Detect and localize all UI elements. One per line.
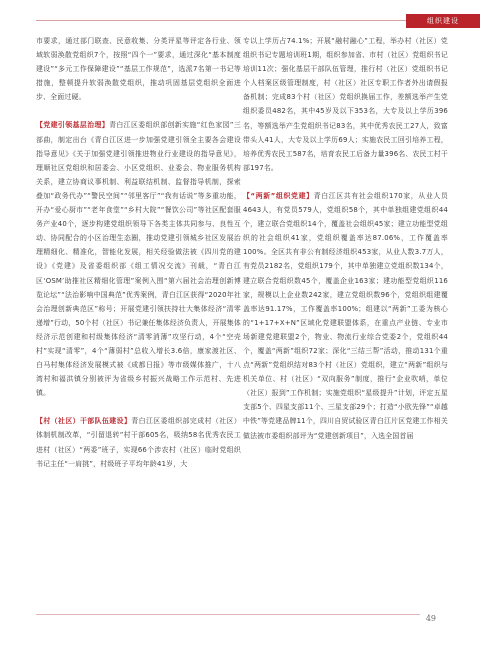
section-body: 青白江区共有社会组织170家，从业人员4643人，有党员579人，党组织58个，其中单独组建党组织44个，建立联合党组织14个，覆盖社会组织45家；建立功能型党组织的社会组织41家，党组织覆盖率达87.06%，工作覆盖率100%。全区共有非公有制经济组织453家，从业人数3.7万人，有党员2182名，党组织179个，其中单独建立党组织数134个，建立联合党组织数45个，覆盖企业163家；建功能型党组织116家，规模以上企业数242家，建立党组织数96个，党组织组建覆盖率达91.17%，工作覆盖率100%；组建以“两新”工委为核心的“1+17+X+N”区域化党建联盟体系，在重点产业链、专业市场新建党建联盟2个，物业、物流行业综合党委2个，党组织44个，覆盖“两新”组织72家；深化“三结三帮”活动，推动131个重点“两新”党组织结对83个村（社区）党组织，建立“两新”组织与机关单位、村（社区）“双向服务”制度，推行“企业吹哨，单位（社区）报到”工作机制；实施党组织“星级提升”计划，评定五星支部5个、四星支部11个、三星支部29个；打造“小欧先锋”“卓越中铁”等党建品牌11个，四川自贸试验区青白江片区党建工作相关做法被市委组织部评为“党建创新项目”，入选全国首届 — [243, 191, 449, 440]
left-intro-paragraph: 市要求，通过部门联查、民意收集、分类评星等评定各行业、领域软弱涣散党组织7个，按照“四个一”要求，通过深化“基本制度建设”“多元工作保障建设”“基层工作规范”，选派7名第一书记等措施，整顿提升软弱涣散党组织，推动巩固基层党组织全面进步、全面过硬。 — [36, 37, 241, 102]
party-governance-paragraph — [36, 118, 241, 400]
right-continuation-paragraph: 专以上学历占74.1%；开展“融村融心”工程，举办村（社区）党组织书记专题培训班1期，组织参加省、市村（社区）党组织书记培训11次；强化基层干部队伍管理，推行村（社区）党组织书记个人档案区级管理制度，村（社区）社区专职工作者外出请假报备机制；完成83个村（社区）党组织换届工作，差额选举产生党组织委员482名，其中45岁及以下353名，大专及以上学历396名，等额选举产生党组织书记83名，其中优秀农民工27人，致富带头人41人，大专及以上学历69人；实施农民工回引培养工程，培养优秀农民工587名，培育农民工后备力量396名、农民工村干部197名。 — [243, 37, 448, 172]
two-new-orgs-paragraph — [243, 189, 448, 443]
section-heading: 【“两新”组织党建】 — [243, 191, 314, 200]
cadre-team-paragraph — [36, 414, 241, 470]
section-body: 青白江区委组织部完成村（社区）体制机制改革，“引留退转”村干部605名，吸纳58名优秀农民工进村（社区）“两委”班子，实现66个涉农村（社区）临时党组织书记主任“一肩挑”，村级班子平均年龄41岁，大 — [36, 417, 242, 468]
page-number: 49 — [425, 614, 436, 623]
header-rule — [36, 20, 406, 21]
section-heading: 【党建引领基层治理】 — [36, 121, 110, 130]
section-tag — [406, 14, 480, 28]
left-column — [36, 34, 241, 471]
paragraph-gap — [36, 104, 241, 118]
footer-rule — [36, 614, 420, 615]
section-tag-label: 组织建设 — [427, 17, 459, 25]
section-heading: 【村（社区）干部队伍建设】 — [36, 417, 132, 426]
paragraph-gap — [243, 175, 448, 189]
right-column — [243, 34, 448, 443]
section-body: 青白江区委组织部创新实施“红色家园”三部曲，制定出台《青白江区进一步加强党建引领全主要各会建设指导意见》《关于加强党建引领推进物业行业建设的指导意见》，理顺社区党组织和居委会、小区党组织、业委会、物业服务机构关系，建立协商议事机制、利益联结机制、监督指导机制，探索叠加“政务代办”“警民空间”“邻里客厅”“我有话说”等多重功能，开办“爱心厨市”“老年食堂”“乡村大院”“餐饮公司”等社区配套服务产业40个，逐步构建党组织领导下各类主体共同参与、良性互动、协同配合的小区治理生态圈，推动党建引领城乡社区发展治理精细化、精准化，智能化发展，相关经验做法被《四川党的建设》《党建》及省委组织部《组工情况交流》刊载，“青白江区‘OSM’助推社区精细化管理”案例入围“第六届社会治理创新博览论坛”“法治影响中国典范”优秀案例，青白江区获得“2020年社会治理创新典范区”称号；开展党建引领扶持壮大集体经济“清零递增”行动，50个村（社区）书记兼任集体经济负责人，开展集体经济示范创建和村级集体经济“清零消薄”攻坚行动，4个“空壳村”实现“清零”，4个“薄弱村”总收入增长3.6倍，康家渡社区、白马村集体经济发展模式被《成都日报》等市级媒体推广，十八湾村和福洪镇分别被评为省级乡村振兴战略工作示范村、先进镇。 — [36, 121, 241, 398]
paragraph-gap — [36, 400, 241, 414]
